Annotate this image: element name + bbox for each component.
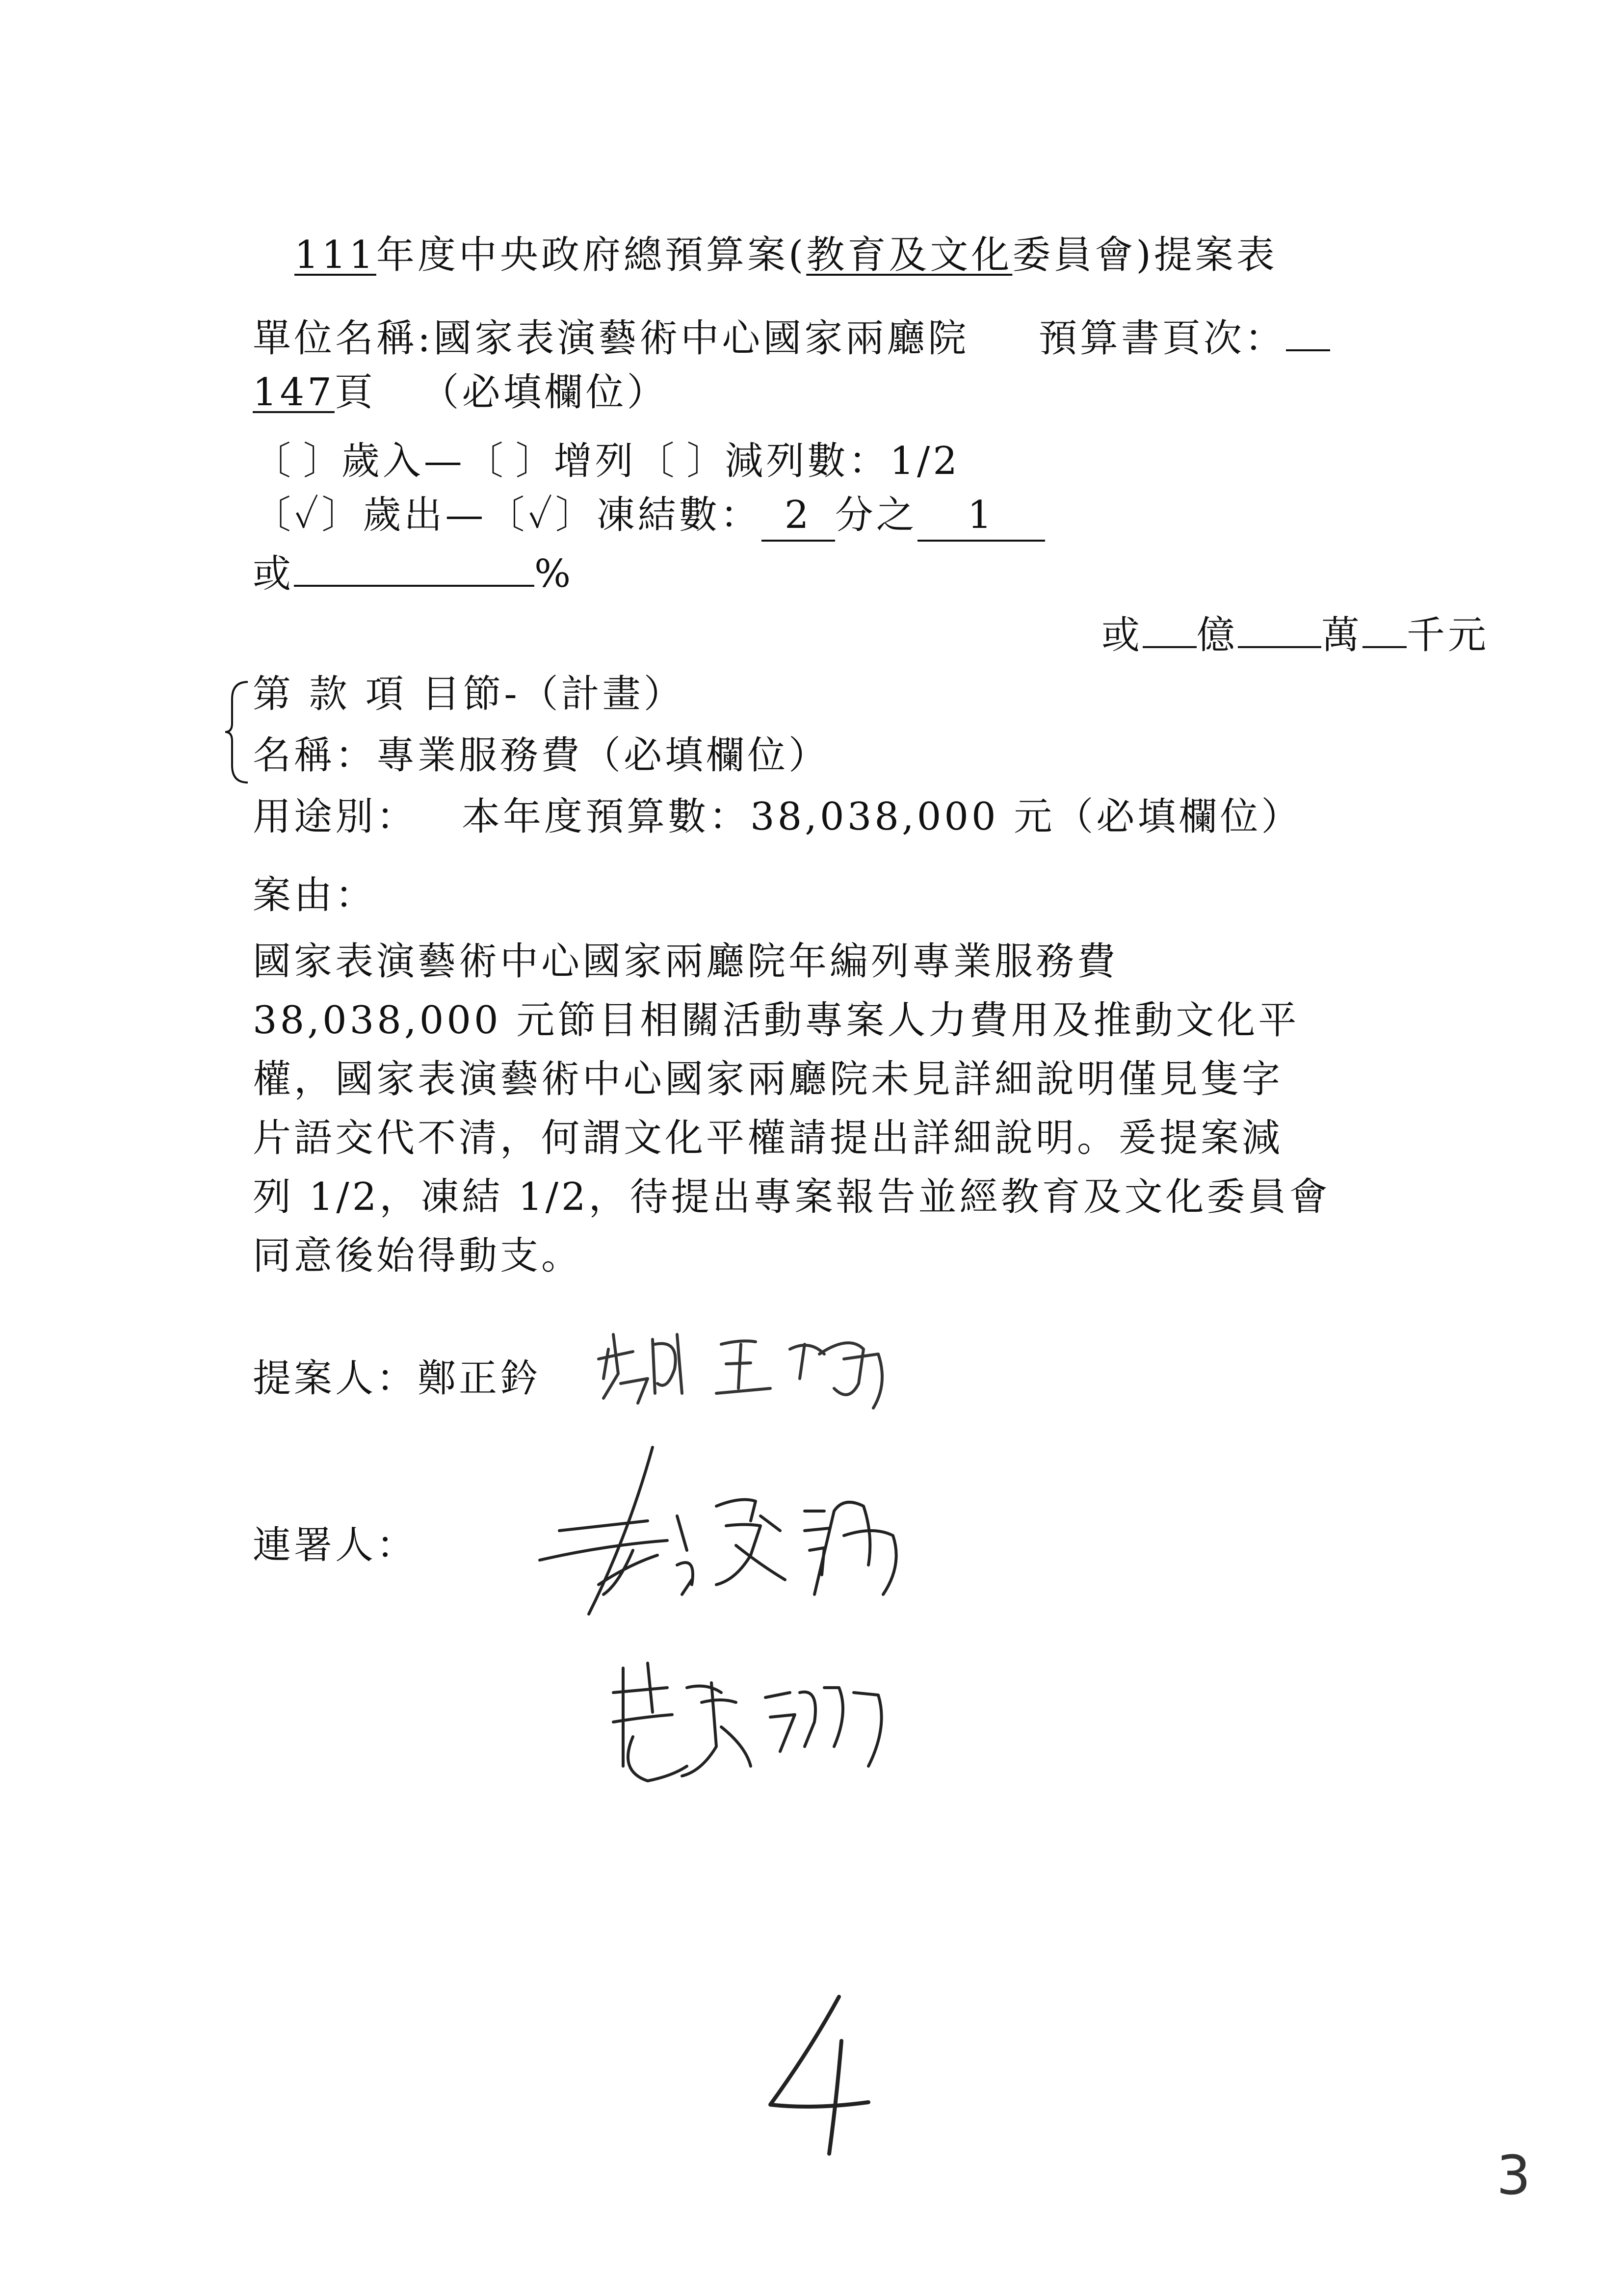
title-year: 111 xyxy=(294,233,376,277)
revenue-checkbox: 〔 〕 xyxy=(253,439,341,483)
title-part2: 委員會)提案表 xyxy=(1012,233,1278,277)
reason-label: 案由： xyxy=(253,873,377,917)
budget-amount: 本年度預算數：38,038,000 元（必填欄位） xyxy=(462,795,1303,839)
fraction-label: 分之 xyxy=(835,493,917,537)
revenue-line xyxy=(253,437,960,486)
increase-checkbox: 〔 〕 xyxy=(465,439,554,483)
page-label: 預算書頁次： xyxy=(1038,316,1286,361)
amount-line xyxy=(1101,611,1489,660)
reason-line: 權，國家表演藝術中心國家兩廳院未見詳細說明僅見隻字 xyxy=(253,1057,1283,1101)
required-note: （必填欄位） xyxy=(420,370,668,415)
yi-label: 億 xyxy=(1197,613,1238,657)
expense-label: 歲出— xyxy=(363,493,487,537)
proposer-label: 提案人： xyxy=(253,1357,418,1401)
form-title xyxy=(294,231,1278,280)
title-committee: 教育及文化 xyxy=(806,233,1013,277)
increase-label: 增列 xyxy=(553,439,636,483)
qian-blank xyxy=(1362,612,1407,648)
percent-blank xyxy=(294,550,534,587)
reason-line: 片語交代不清，何謂文化平權請提出詳細說明。爰提案減 xyxy=(253,1116,1283,1160)
proposer-line xyxy=(253,1354,541,1403)
reason-line: 列 1/2，凍結 1/2，待提出專案報告並經教育及文化委員會 xyxy=(253,1175,1331,1219)
title-part1: 年度中央政府總預算案( xyxy=(376,233,807,277)
wan-label: 萬 xyxy=(1321,613,1363,657)
bracket-close-2: 〕 xyxy=(555,493,597,537)
bracket-open-2: 〔 xyxy=(486,493,528,537)
proposer-name: 鄭正鈐 xyxy=(418,1357,542,1401)
cosigner-label: 連署人： xyxy=(253,1523,418,1567)
revenue-label: 歲入— xyxy=(341,439,465,483)
reason-line: 同意後始得動支。 xyxy=(253,1234,583,1278)
cosigner-signature-2 xyxy=(603,1648,908,1796)
wan-blank xyxy=(1238,612,1321,648)
unit-name: 國家表演藝術中心國家兩廳院 xyxy=(433,316,969,361)
percent-sign: % xyxy=(534,552,574,596)
handwritten-number-4 xyxy=(756,1987,883,2164)
page-number-line xyxy=(253,368,668,417)
item-brace xyxy=(223,679,253,785)
or-label: 或 xyxy=(253,552,294,596)
decrease-label: 減列數：1/2 xyxy=(725,439,960,483)
bracket-open: 〔 xyxy=(253,493,294,537)
freeze-label: 凍結數： xyxy=(596,493,761,537)
expense-line xyxy=(253,491,1045,542)
bracket-close: 〕 xyxy=(321,493,363,537)
reason-line: 國家表演藝術中心國家兩廳院年編列專業服務費 xyxy=(253,939,1119,984)
percent-line xyxy=(253,549,574,599)
page-number: 3 xyxy=(1496,2144,1531,2207)
page-suffix: 頁 xyxy=(334,370,376,415)
decrease-checkbox: 〔 〕 xyxy=(636,439,725,483)
cosigner-signature-1 xyxy=(530,1437,952,1634)
amount-or: 或 xyxy=(1101,613,1143,657)
unit-label: 單位名稱: xyxy=(253,316,434,361)
freeze-numerator: 2 xyxy=(761,491,835,542)
use-line xyxy=(253,792,1302,841)
use-label: 用途別： xyxy=(253,795,418,839)
freeze-check-icon: ✓ xyxy=(527,493,555,537)
yi-blank xyxy=(1143,612,1197,648)
proposer-signature xyxy=(594,1305,927,1418)
unit-line xyxy=(253,314,1330,363)
reason-line: 38,038,000 元節目相關活動專案人力費用及推動文化平 xyxy=(253,998,1300,1043)
item-line-2: 名稱：專業服務費（必填欄位） xyxy=(253,733,830,778)
page-value: 147 xyxy=(253,370,335,415)
qian-label: 千元 xyxy=(1407,613,1490,657)
page-blank xyxy=(1286,315,1330,351)
item-line-1: 第 款 項 目節-（計畫） xyxy=(253,672,685,716)
expense-check-icon: ✓ xyxy=(294,493,322,537)
freeze-denominator: 1 xyxy=(917,491,1045,542)
